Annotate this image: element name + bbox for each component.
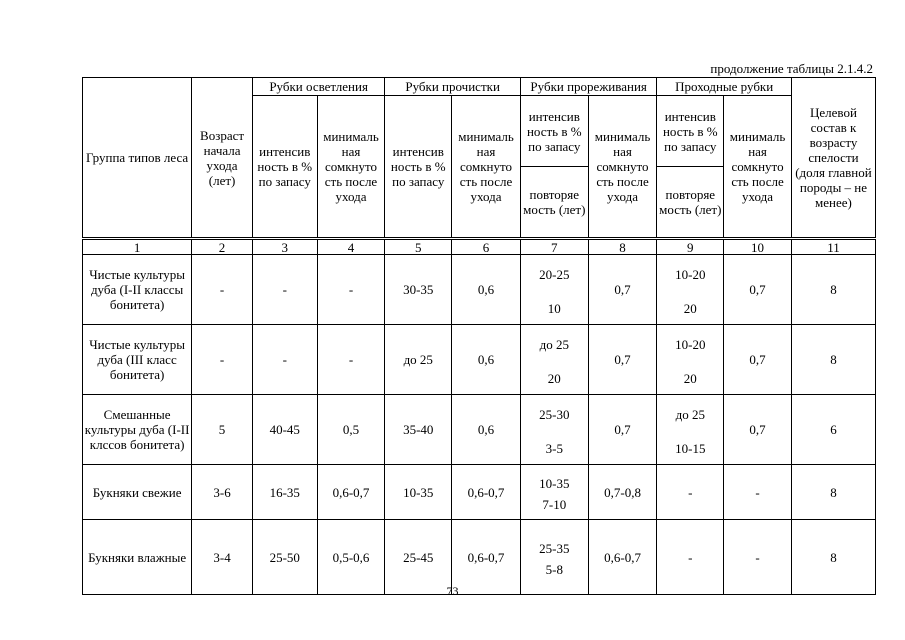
cell-light-min: 0,5 [317,395,385,465]
header-thin-min: минималь ная сомкнуто сть после ухода [588,96,657,239]
cell-thin-int: 25-30 [539,406,570,422]
cell-light-min: 0,6-0,7 [317,465,385,520]
header-thin-intensity [520,96,588,239]
header-pass-min: минималь ная сомкнуто сть после ухода [724,96,792,239]
cell-group: Чистые культуры дуба (I-II классы бонитета) [83,255,192,325]
cell-pass-rep: 10-15 [675,440,706,456]
cell-pass-min: 0,7 [724,395,792,465]
cell-thin-int: 10-35 [539,475,570,491]
cell-pass-min: - [724,465,792,520]
cell-clean-int: 25-45 [385,520,452,595]
cell-thin-int: 25-35 [539,540,570,556]
cell-age: 3-4 [192,520,253,595]
col-num: 3 [252,239,317,255]
cell-light-min: - [317,325,385,395]
cell-thin-rep: 3-5 [545,440,563,456]
col-num: 6 [452,239,521,255]
cell-thin-int: 20-25 [539,266,570,282]
cell-pass-rep: 20 [683,370,697,386]
cell-pass [657,325,724,395]
cell-thin-int: до 25 [539,336,569,352]
cell-thin-min: 0,7 [588,255,657,325]
table-row [83,465,876,520]
cell-light-int: 25-50 [252,520,317,595]
cell-thin [520,255,588,325]
cell-clean-int: 10-35 [385,465,452,520]
cell-thin [520,325,588,395]
cell-pass-int: до 25 [675,406,705,422]
cell-light-min: - [317,255,385,325]
cell-age: 3-6 [192,465,253,520]
cell-clean-int: 35-40 [385,395,452,465]
header-row-1 [83,78,876,96]
page-number: 73 [446,584,459,598]
col-num: 5 [385,239,452,255]
cell-thin-rep: 20 [547,370,561,386]
cell-age: 5 [192,395,253,465]
table-row [83,255,876,325]
cell-light-int: - [252,325,317,395]
header-group: Группа типов леса [83,78,192,239]
cell-thin-min: 0,7 [588,325,657,395]
header-target: Целевой состав к возрасту спелости (доля главной породы – не менее) [791,78,875,239]
table-row [83,395,876,465]
cell-clean-min: 0,6 [452,255,521,325]
cell-pass [657,395,724,465]
cell-light-int: 16-35 [252,465,317,520]
cell-thin-min: 0,7-0,8 [588,465,657,520]
cell-thin-min: 0,7 [588,395,657,465]
col-num: 10 [724,239,792,255]
cell-group: Смешанные культуры дуба (I-II клссов бонитета) [83,395,192,465]
table-row [83,325,876,395]
cell-pass-min: 0,7 [724,255,792,325]
header-thin: Рубки прореживания [520,78,657,96]
cell-thin-rep: 7-10 [542,496,567,512]
col-num: 2 [192,239,253,255]
header-pass-intensity [657,96,724,239]
cell-target: 8 [791,465,875,520]
header-clean: Рубки прочистки [385,78,521,96]
col-num: 4 [317,239,385,255]
header-light-intensity: интенсив ность в % по запасу [252,96,317,239]
header-thin-repeat-label: повторяе мость (лет) [521,166,588,237]
cell-light-int: - [252,255,317,325]
header-light-min: минималь ная сомкнуто сть после ухода [317,96,385,239]
col-num: 8 [588,239,657,255]
col-num: 9 [657,239,724,255]
cell-age: - [192,325,253,395]
cell-target: 8 [791,520,875,595]
cell-clean-min: 0,6-0,7 [452,520,521,595]
col-num: 1 [83,239,192,255]
cell-pass-min: 0,7 [724,325,792,395]
cell-thin [520,395,588,465]
cell-pass-int: 10-20 [675,336,706,352]
cell-clean-int: до 25 [385,325,452,395]
header-age: Возраст начала ухода (лет) [192,78,253,239]
cell-pass-int: 10-20 [675,266,706,282]
cell-thin-rep: 10 [547,300,561,316]
cell-pass [657,255,724,325]
cell-group: Чистые культуры дуба (III класс бонитета) [83,325,192,395]
cell-thin-min: 0,6-0,7 [588,520,657,595]
cell-pass-int: - [657,465,724,520]
cell-group: Букняки влажные [83,520,192,595]
header-clean-intensity: интенсив ность в % по запасу [385,96,452,239]
cell-clean-int: 30-35 [385,255,452,325]
cell-pass-min: - [724,520,792,595]
forestry-table [82,77,876,595]
cell-thin-rep: 5-8 [545,561,563,577]
cell-pass-int: - [657,520,724,595]
header-pass-repeat-label: повторяе мость (лет) [657,166,723,237]
table-caption: продолжение таблицы 2.1.4.2 [710,61,873,76]
col-num: 11 [791,239,875,255]
cell-light-int: 40-45 [252,395,317,465]
cell-age: - [192,255,253,325]
header-clean-min: минималь ная сомкнуто сть после ухода [452,96,521,239]
cell-thin [520,465,588,520]
cell-target: 8 [791,255,875,325]
cell-target: 8 [791,325,875,395]
cell-clean-min: 0,6 [452,395,521,465]
header-light: Рубки осветления [252,78,384,96]
header-pass-int-label: интенсив ность в % по запасу [662,108,718,154]
cell-light-min: 0,5-0,6 [317,520,385,595]
cell-group: Букняки свежие [83,465,192,520]
header-pass: Проходные рубки [657,78,792,96]
cell-clean-min: 0,6 [452,325,521,395]
col-num: 7 [520,239,588,255]
cell-pass-rep: 20 [683,300,697,316]
header-thin-int-label: интенсив ность в % по запасу [526,108,582,154]
cell-clean-min: 0,6-0,7 [452,465,521,520]
cell-target: 6 [791,395,875,465]
column-number-row [83,239,876,255]
